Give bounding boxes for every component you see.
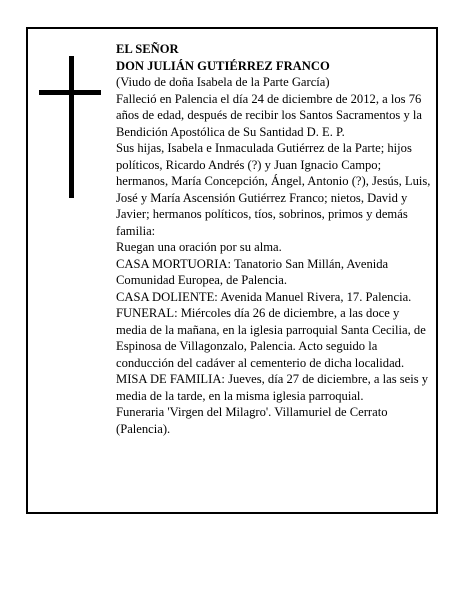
funeraria-info: Funeraria 'Virgen del Milagro'. Villamuriel de Cerrato (Palencia). — [116, 405, 388, 436]
casa-mortuoria: CASA MORTUORIA: Tanatorio San Millán, Avenida Comunidad Europea, de Palencia. — [116, 256, 389, 287]
death-info: Falleció en Palencia el día 24 de diciembre de 2012, a los 76 años de edad, después de recibir los Santos Sacramentos y la Bendición Apostólica de Su Santidad D. E. P. — [116, 91, 423, 139]
obituary-notice — [26, 27, 438, 514]
family-list: Sus hijas, Isabela e Inmaculada Gutiérrez de la Parte; hijos políticos, Ricardo Andrés (?) y Juan Ignacio Campo; hermanos, María Concepción, Ángel, Antonio (?), Jesús, Luis, José y María Ascensión Gutiérrez Franco; nietos, David y Javier; hermanos políticos, tíos, sobrinos, primos y demás familia: — [116, 141, 431, 238]
casa-doliente: CASA DOLIENTE: Avenida Manuel Rivera, 17. Palencia. — [116, 289, 412, 304]
cross-horizontal-bar — [39, 90, 101, 95]
cross-vertical-bar — [69, 56, 74, 198]
misa-familia-info: MISA DE FAMILIA: Jueves, día 27 de diciembre, a las seis y media de la tarde, en la misma iglesia parroquial. — [116, 372, 429, 403]
deceased-title: EL SEÑOR — [116, 42, 179, 56]
funeral-info: FUNERAL: Miércoles día 26 de diciembre, a las doce y media de la mañana, en la iglesia parroquial Santa Cecilia, de Espinosa de Villagonzalo, Palencia. Acto seguido la conducción del cadáver al cementerio de dicha localidad. — [116, 306, 426, 370]
widower-line: (Viudo de doña Isabela de la Parte García) — [116, 75, 330, 89]
prayer-request: Ruegan una oración por su alma. — [116, 240, 282, 254]
deceased-name: DON JULIÁN GUTIÉRREZ FRANCO — [116, 58, 330, 73]
obituary-text — [116, 41, 432, 437]
